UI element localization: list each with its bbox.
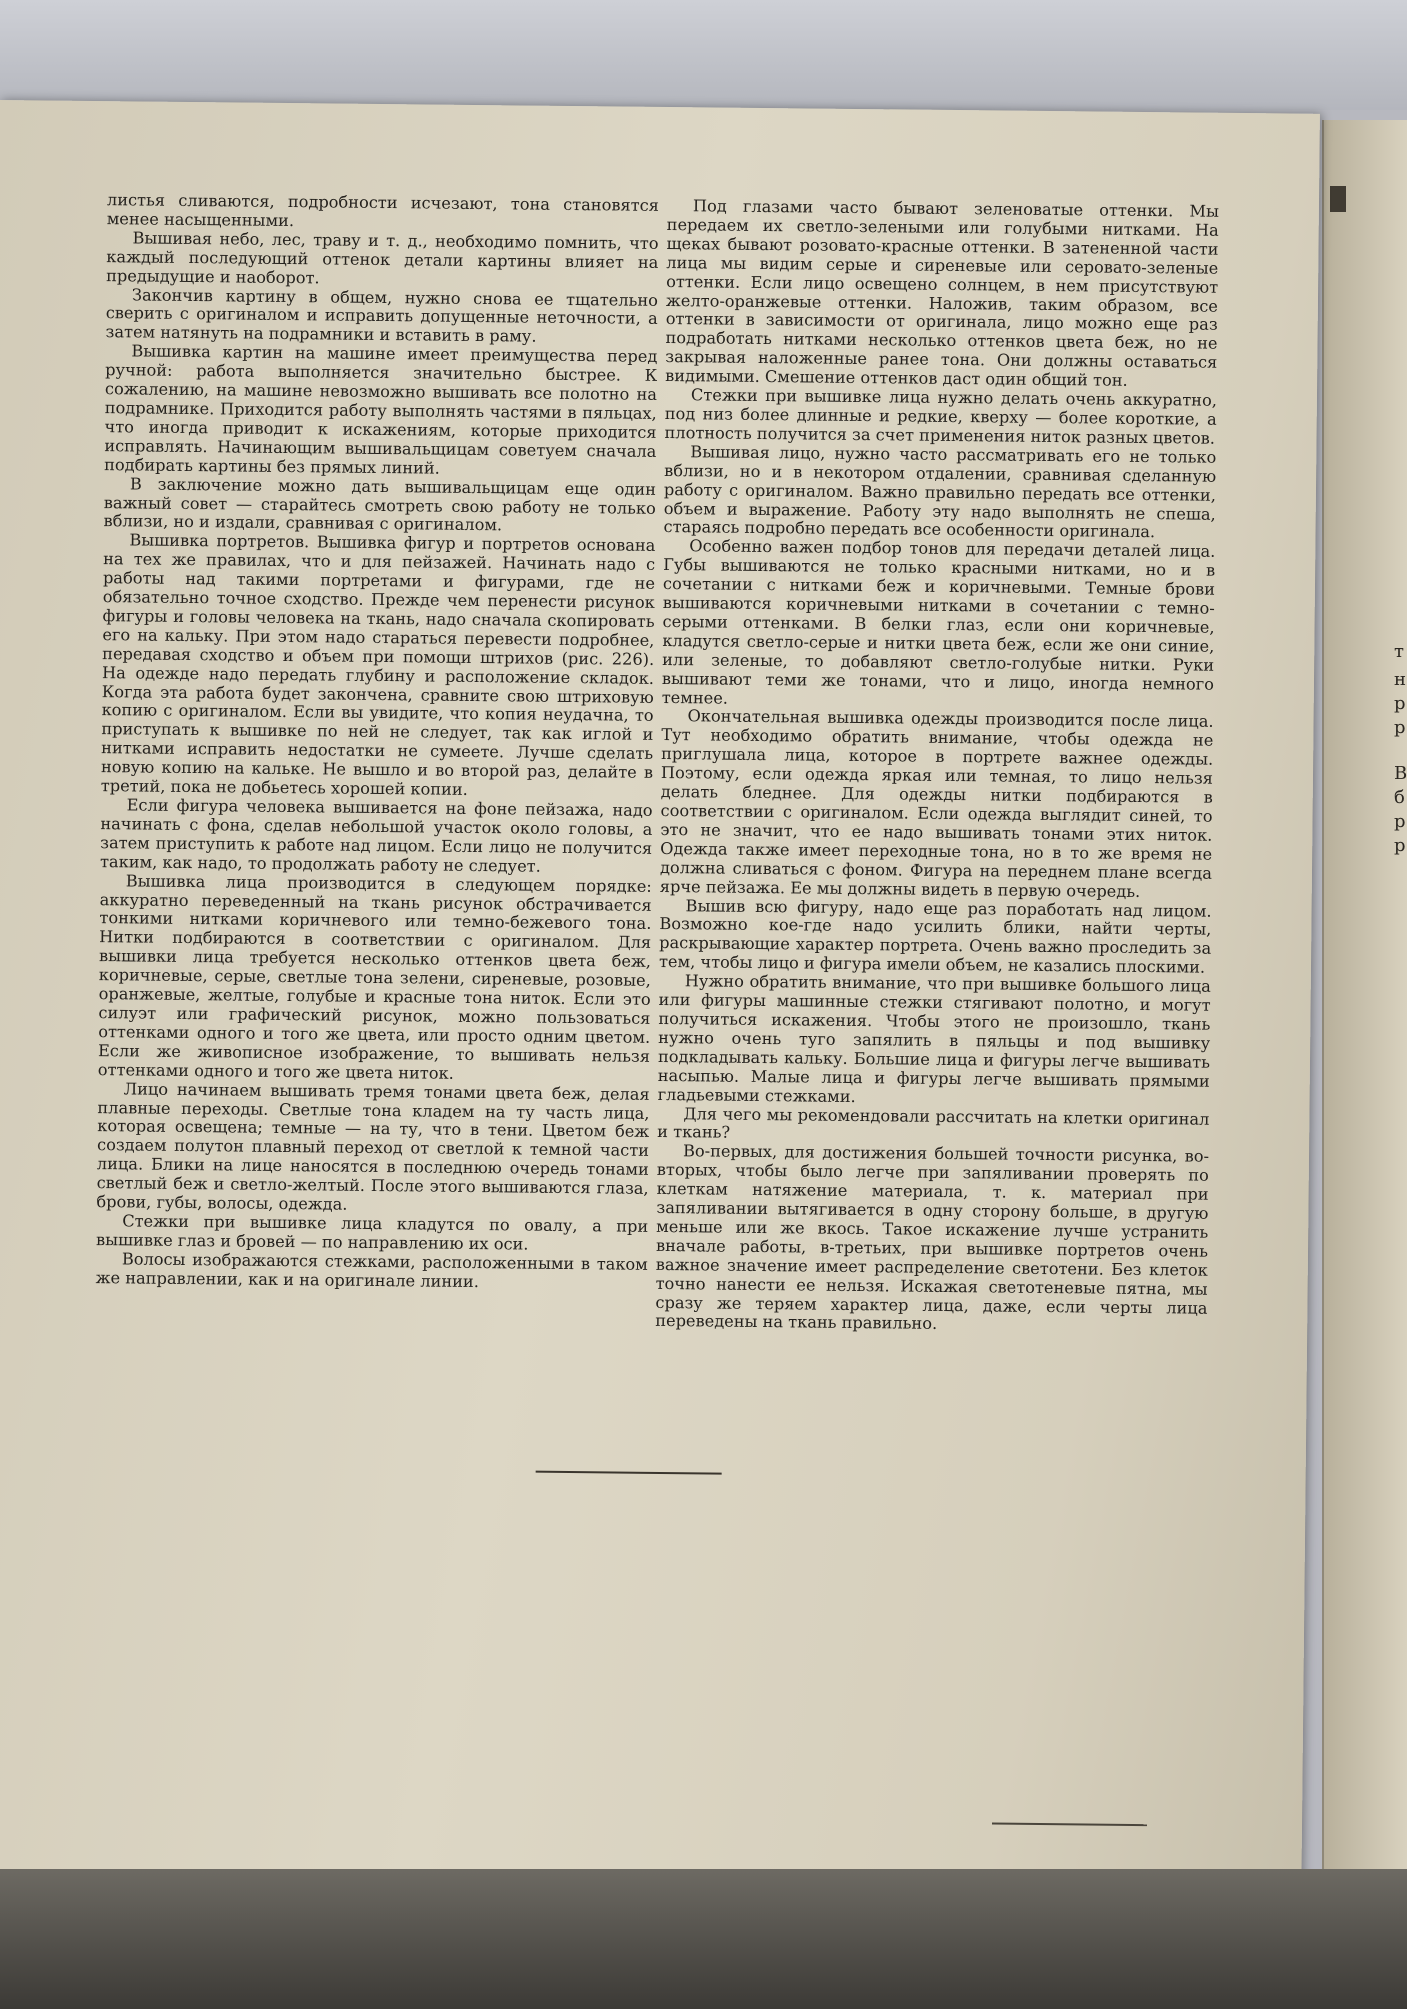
fragment-text: р	[1394, 811, 1406, 832]
book-page	[0, 100, 1320, 1949]
paragraph: Окончательная вышивка одежды производится после лица. Тут необходимо обратить внимание, чтобы одежда не приглушала лица, которое в портрете важнее одежды. Поэтому, если одежда яркая или темная, то лицо нельзя делать бледнее. Для одежды нитки подбираются в соответствии с оригиналом. Если одежда выглядит синей, то это не значит, что ее надо вышивать тонами этих ниток. Одежда также имеет переходные тона, но в то же время не должна сливаться с фоном. Фигура на переднем плане всегда ярче пейзажа. Ее мы должны видеть в первую очередь.	[659, 706, 1214, 901]
right-text-column	[655, 197, 1219, 1337]
fragment-text: н	[1394, 669, 1406, 690]
paragraph: В заключение можно дать вышивальщицам еще один важный совет — старайтесь смотреть свою работу не только вблизи, но и издали, сравнивая с оригиналом.	[103, 473, 657, 535]
background-top	[0, 0, 1407, 110]
fragment-text: р	[1394, 717, 1406, 738]
paragraph: Стежки при вышивке лица нужно делать очень аккуратно, под низ более длинные и редкие, кверху — более короткие, а плотность получится за счет применения ниток разных цветов.	[664, 385, 1218, 448]
fragment-text: б	[1394, 787, 1405, 808]
fragment-text: р	[1394, 835, 1406, 856]
paragraph: Вышивка лица производится в следующем порядке: аккуратно переведенный на ткань рисунок обстрачивается тонкими нитками коричневого или темно-бежевого тона. Нитки подбираются в соответствии с оригиналом. Для вышивки лица требуется несколько оттенков цвета беж, коричневые, серые, светлые тона зелени, сиреневые, розовые, оранжевые, желтые, голубые и красные тона ниток. Если это силуэт или графический рисунок, можно пользоваться оттенками одного и того же цвета, или просто одним цветом. Если же живописное изображение, то вышивать нельзя оттенками одного и того же цвета ниток.	[97, 870, 652, 1083]
paragraph: Вышивка портретов. Вышивка фигур и портретов основана на тех же правилах, что и для пейзажей. Начинать надо с работы над такими портретами и фигурами, где не обязательно точное сходство. Прежде чем перенести рисунок фигуры и головы человека на ткань, надо сначала скопировать его на кальку. При этом надо стараться перевести подробнее, передавая сходство и объем при помощи штрихов (рис. 226). На одежде надо передать глубину и расположение складок. Когда эта работа будет закончена, сравните свою штриховую копию с оригиналом. Если вы увидите, что копия неудачна, то приступать к вышивке по ней не следует, так как иглой и нитками исправить недостатки не сумеете. Лучше сделать новую копию на кальке. Не вышло и во второй раз, делайте в третий, пока не добьетесь хорошей копии.	[100, 530, 656, 800]
page-marker	[1330, 186, 1346, 212]
section-divider	[536, 1471, 722, 1475]
paragraph: Вышив всю фигуру, надо еще раз поработать над лицом. Возможно кое-где надо усилить блики, найти черты, раскрывающие характер портрета. Очень важно проследить за тем, чтобы лицо и фигура имели объем, не казались плоскими.	[658, 895, 1212, 977]
paragraph: Вышивая небо, лес, траву и т. д., необходимо помнить, что каждый последующий оттенок детали картины влияет на предыдущие и наоборот.	[106, 228, 659, 287]
paragraph: Закончив картину в общем, нужно снова ее тщательно сверить с оригиналом и исправить допущенные неточности, а затем натянуть на подрамники и вставить в раму.	[105, 284, 659, 346]
paragraph: Волосы изображаются стежками, расположенными в таком же направлении, как и на оригинале линии.	[95, 1249, 648, 1291]
paragraph: листья сливаются, подробности исчезают, тона становятся менее насыщенными.	[106, 190, 660, 230]
fragment-text: В	[1394, 763, 1407, 784]
paragraph: Если фигура человека вышивается на фоне пейзажа, надо начинать с фона, сделав небольшой участок около головы, а затем приступить к работе над лицом. Если лицо не получится таким, как надо, то продолжать работу не следует.	[99, 795, 653, 876]
paragraph: Во-первых, для достижения большей точности рисунка, во-вторых, чтобы было легче при запяливании проверять по клеткам натяжение материала, т. к. материал при запяливании вытягивается в одну сторону больше, в другую меньше или же вкось. Такое искажение лучше устранить вначале работы, в-третьих, при вышивке портретов очень важное значение имеет распределение светотени. Без клеток точно нанести ее нельзя. Искажая светотеневые пятна, мы сразу же теряем характер лица, даже, если черты лица переведены на ткань правильно.	[655, 1141, 1210, 1334]
footer-divider	[992, 1822, 1147, 1826]
paragraph: Особенно важен подбор тонов для передачи деталей лица. Губы вышиваются не только красными нитками, но и в сочетании с нитками беж и коричневыми. Темные брови вышиваются коричневыми нитками в сочетании с темно-серыми оттенками. В белки глаз, если они коричневые, кладутся светло-серые и нитки цвета беж, если же они синие, или зеленые, то добавляют светло-голубые нитки. Руки вышивают теми же тонами, что и лицо, иногда немного темнее.	[661, 536, 1216, 708]
paragraph: Нужно обратить внимание, что при вышивке большого лица или фигуры машинные стежки стягивают полотно, и могут получиться искажения. Чтобы этого не произошло, ткань нужно очень туго запялить в пяльцы и под вышивку подкладывать кальку. Большие лица и фигуры легче вышивать насыпью. Малые лица и фигуры легче вышивать прямыми гладьевыми стежками.	[657, 971, 1211, 1106]
paragraph: Под глазами часто бывают зеленоватые оттенки. Мы передаем их светло-зелеными или голубыми нитками. На щеках бывают розовато-красные оттенки. В затененной части лица мы видим серые и сиреневые или серовато-зеленые оттенки. Если лицо освещено солнцем, в нем присутствуют желто-оранжевые оттенки. Наложив, таким образом, все оттенки в зависимости от оригинала, лицо можно еще раз подработать нитками несколько оттенков цвета беж, но не закрывая наложенные ранее тона. Они должны оставаться видимыми. Смешение оттенков даст один общий тон.	[665, 196, 1220, 390]
left-text-column	[96, 191, 659, 1293]
fragment-text: т	[1394, 641, 1404, 662]
fragment-text: р	[1394, 693, 1406, 714]
paragraph: Для чего мы рекомендовали рассчитать на клетки оригинал и ткань?	[657, 1103, 1210, 1143]
paragraph: Стежки при вышивке лица кладутся по овалу, а при вышивке глаз и бровей — по направлению их оси.	[95, 1211, 649, 1254]
paragraph: Лицо начинаем вышивать тремя тонами цвета беж, делая плавные переходы. Светлые тона кладем на ту часть лица, которая освещена; темные — на ту, что в тени. Цветом беж создаем полутон плавный переход от светлой к темной части лица. Блики на лице наносятся в последнюю очередь тонами светлый беж и светло-желтый. После этого вышиваются глаза, брови, губы, волосы, одежда.	[96, 1078, 650, 1214]
paragraph: Вышивка картин на машине имеет преимущества перед ручной: работа выполняется значительно быстрее. К сожалению, на машине невозможно вышивать все полотно на подрамнике. Приходится работу выполнять частями в пяльцах, что иногда приводит к искажениям, которые приходится исправлять. Начинающим вышивальщицам советуем сначала подбирать картины без прямых линий.	[104, 341, 658, 478]
background-bottom	[0, 1869, 1407, 2009]
adjacent-page-edge	[1322, 120, 1407, 1940]
paragraph: Вышивая лицо, нужно часто рассматривать его не только вблизи, но и в некотором отдалении, сравнивая сделанную работу с оригиналом. Важно правильно передать все оттенки, объем и выражение. Работу эту надо выполнять не спеша, стараясь подробно передать все особенности оригинала.	[663, 442, 1217, 542]
